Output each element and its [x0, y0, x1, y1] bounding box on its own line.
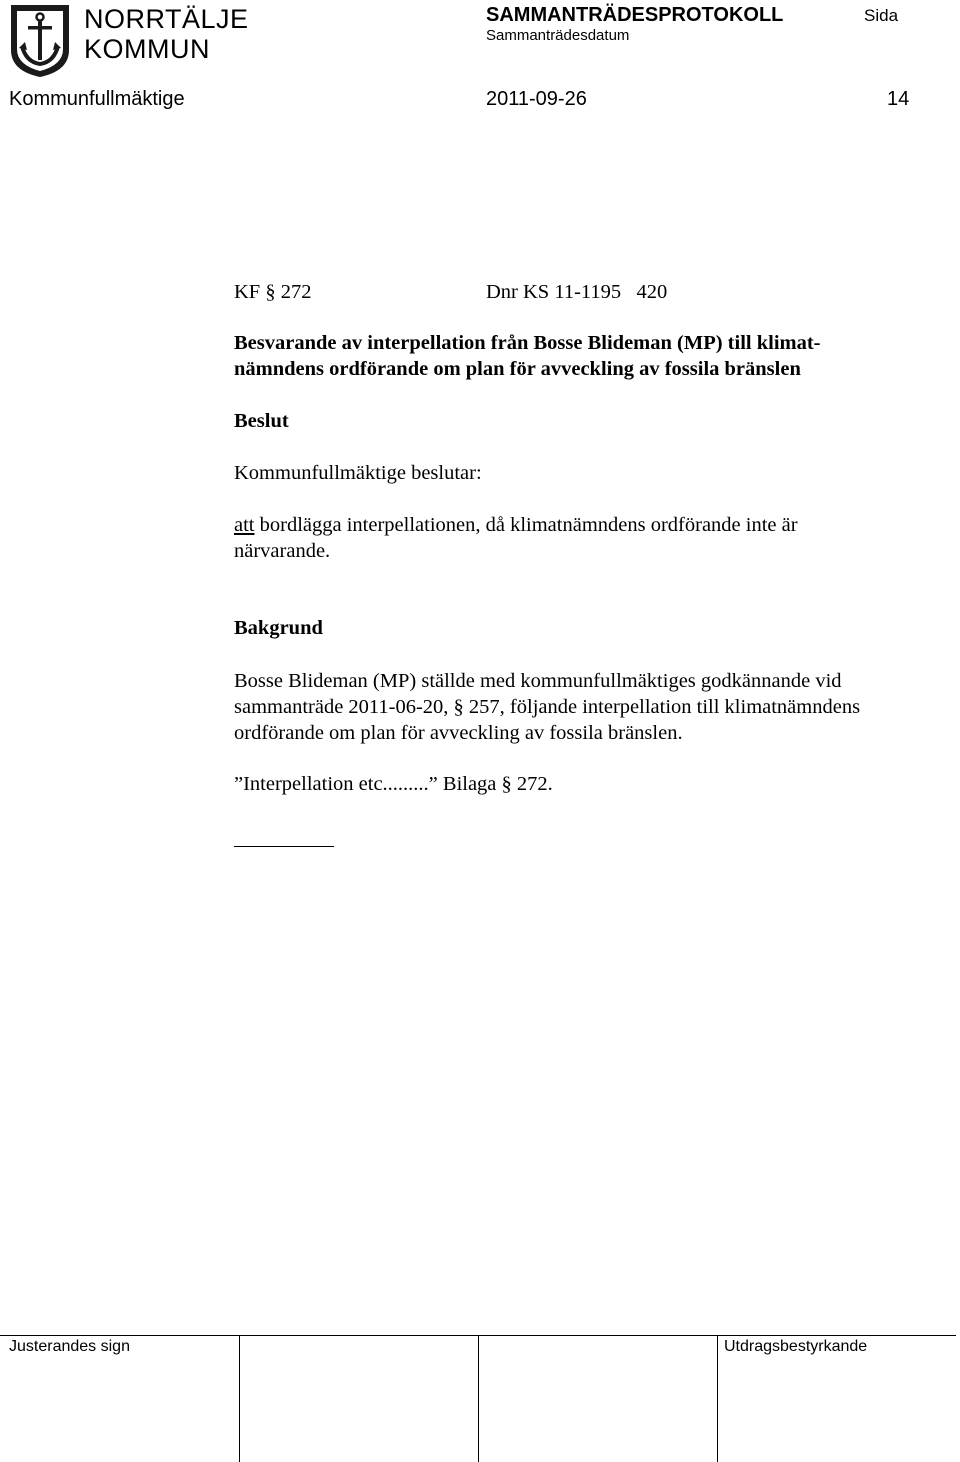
page-number: 14 [887, 88, 910, 110]
protocol-title: SAMMANTRÄDESPROTOKOLL [486, 4, 784, 26]
attachment-reference: ”Interpellation etc.........” Bilaga § 272. [234, 773, 553, 795]
decision-text-line2: närvarande. [234, 540, 331, 562]
case-title-line2: nämndens ordförande om plan för avveckling av fossila bränslen [234, 358, 801, 380]
org-name-line2: KOMMUN [84, 34, 210, 64]
footer-divider [478, 1335, 479, 1462]
section-end-rule [234, 846, 334, 847]
decision-heading: Beslut [234, 410, 289, 432]
meeting-date-label: Sammanträdesdatum [486, 27, 630, 44]
extract-certification-label: Utdragsbestyrkande [724, 1338, 868, 1355]
signature-label: Justerandes sign [9, 1338, 130, 1355]
footer-divider [239, 1335, 240, 1462]
anchor-shield-icon [8, 4, 72, 78]
decision-intro: Kommunfullmäktige beslutar: [234, 462, 482, 484]
footer-divider [717, 1335, 718, 1462]
page-label: Sida [864, 6, 899, 25]
org-name-line1: NORRTÄLJE [84, 4, 249, 34]
case-title-line1: Besvarande av interpellation från Bosse Blideman (MP) till klimat- [234, 332, 821, 354]
meeting-date: 2011-09-26 [486, 88, 587, 110]
background-heading: Bakgrund [234, 617, 323, 639]
background-text-line1: Bosse Blideman (MP) ställde med kommunfullmäktiges godkännande vid [234, 670, 842, 692]
att-keyword: att [234, 514, 255, 536]
decision-text-line1 [234, 514, 798, 537]
paragraph-reference: KF § 272 [234, 281, 312, 303]
decision-text-rest: bordlägga interpellationen, då klimatnämndens ordförande inte är [254, 514, 798, 536]
background-text-line2: sammanträde 2011-06-20, § 257, följande interpellation till klimatnämndens [234, 696, 861, 718]
case-number: Dnr KS 11-1195 420 [486, 281, 668, 303]
body-name: Kommunfullmäktige [9, 88, 185, 110]
background-text-line3: ordförande om plan för avveckling av fossila bränslen. [234, 722, 683, 744]
